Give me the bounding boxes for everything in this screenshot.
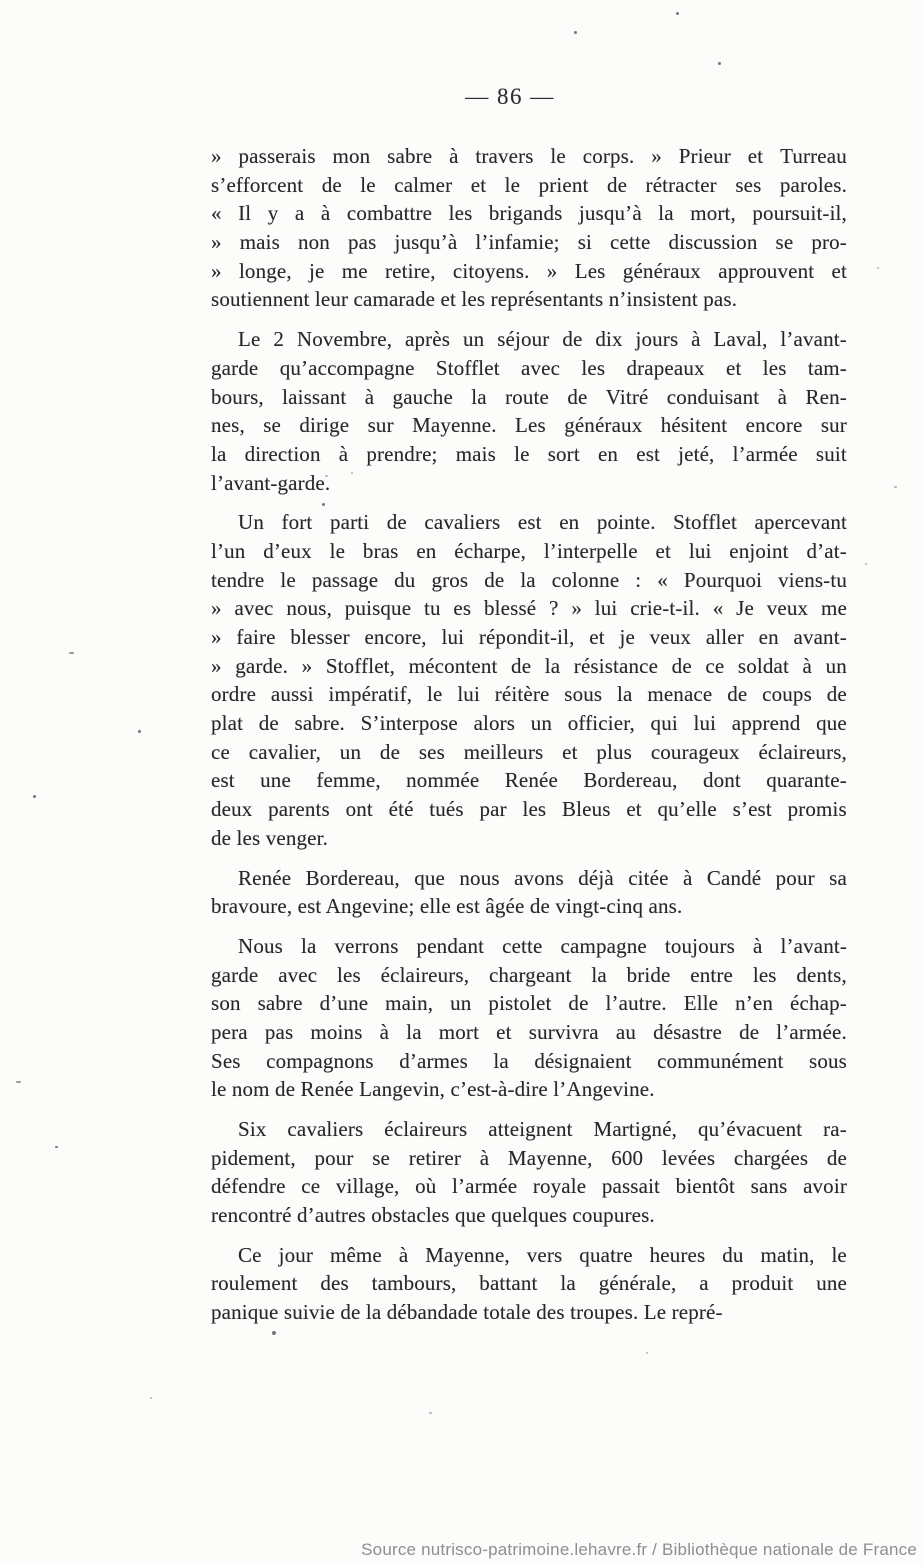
text-line: » faire blesser encore, lui répondit-il, et je veux aller en avant- <box>211 625 847 649</box>
text-line: nes, se dirige sur Mayenne. Les généraux hésitent encore sur <box>211 413 847 438</box>
text-line: Ce jour même à Mayenne, vers quatre heures du matin, le <box>238 1242 847 1267</box>
text-line: la direction à prendre; mais le sort en est jeté, l’armée suit <box>211 441 847 466</box>
text-line: son sabre d’une main, un pistolet de l’autre. Elle n’en échap- <box>211 991 847 1016</box>
source-attribution: Source nutrisco-patrimoine.lehavre.fr / Bibliothèque nationale de France <box>361 1540 917 1559</box>
text-line: » avec nous, puisque tu es blessé ? » lui crie-t-il. « Je veux me <box>211 596 847 621</box>
scan-speck <box>574 31 577 34</box>
text-line: le nom de Renée Langevin, c’est-à-dire l’Angevine. <box>211 1077 655 1102</box>
scan-speck <box>877 267 879 269</box>
paragraph <box>211 508 847 852</box>
page-text-block <box>211 142 847 1327</box>
scan-speck <box>894 486 897 488</box>
text-line: ordre aussi impératif, le lui réitère sous la menace de coups de <box>211 682 847 707</box>
paragraph <box>211 1115 847 1230</box>
text-line: pera pas moins à la mort et survivra au désastre de l’armée. <box>211 1019 847 1044</box>
scan-speck <box>646 1352 648 1354</box>
scan-speck <box>69 652 74 654</box>
text-line: » mais non pas jusqu’à l’infamie; si cette discussion se pro- <box>211 230 847 255</box>
scan-speck <box>676 12 679 15</box>
text-line: de les venger. <box>211 825 328 850</box>
text-line: « Il y a à combattre les brigands jusqu’à la mort, poursuit-il, <box>211 201 847 226</box>
text-line: deux parents ont été tués par les Bleus et qu’elle s’est promis <box>211 797 847 822</box>
text-line: est une femme, nommée Renée Bordereau, dont quarante- <box>211 768 847 793</box>
scan-speck <box>718 62 721 65</box>
scan-speck <box>429 1412 432 1414</box>
text-line: garde qu’accompagne Stofflet avec les drapeaux et les tam- <box>211 355 847 380</box>
text-line: Ses compagnons d’armes la désignaient communément sous <box>211 1048 847 1073</box>
scan-speck <box>150 1397 152 1399</box>
text-line: » longe, je me retire, citoyens. » Les généraux approuvent et <box>211 258 847 283</box>
page-number: — 86 — <box>465 84 555 109</box>
paragraph <box>211 142 847 314</box>
text-line: tendre le passage du gros de la colonne : « Pourquoi viens-tu <box>211 567 847 592</box>
text-line: défendre ce village, où l’armée royale passait bientôt sans avoir <box>211 1174 847 1199</box>
text-line: bours, laissant à gauche la route de Vitré conduisant à Ren- <box>211 384 847 409</box>
text-line: plat de sabre. S’interpose alors un officier, qui lui apprend que <box>211 711 847 736</box>
text-line: roulement des tambours, battant la générale, a produit une <box>211 1271 847 1296</box>
scan-speck <box>33 795 36 798</box>
scan-speck <box>351 472 353 474</box>
text-line: panique suivie de la débandade totale des troupes. Le repré- <box>211 1300 723 1325</box>
scan-speck <box>865 563 867 565</box>
text-line: s’efforcent de le calmer et le prient de rétracter ses paroles. <box>211 172 847 197</box>
paragraph <box>211 932 847 1104</box>
text-line: l’avant-garde. <box>211 470 331 495</box>
scan-speck <box>138 730 141 733</box>
text-line: pidement, pour se retirer à Mayenne, 600 levées chargées de <box>211 1145 847 1170</box>
paragraph <box>211 1241 847 1327</box>
text-line: Six cavaliers éclaireurs atteignent Martigné, qu’évacuent ra- <box>238 1117 847 1141</box>
text-line: » garde. » Stofflet, mécontent de la résistance de ce soldat à un <box>211 653 847 678</box>
paragraph <box>211 325 847 497</box>
paragraph <box>211 864 847 921</box>
text-line: garde avec les éclaireurs, chargeant la bride entre les dents, <box>211 962 847 987</box>
text-line: Nous la verrons pendant cette campagne toujours à l’avant- <box>238 933 847 958</box>
text-line: bravoure, est Angevine; elle est âgée de vingt-cinq ans. <box>211 894 683 919</box>
scan-speck <box>55 1146 58 1148</box>
text-line: Renée Bordereau, que nous avons déjà citée à Candé pour sa <box>238 865 847 890</box>
text-line: Le 2 Novembre, après un séjour de dix jours à Laval, l’avant- <box>238 327 847 352</box>
text-line: rencontré d’autres obstacles que quelques coupures. <box>211 1203 655 1228</box>
scan-speck <box>272 1331 276 1335</box>
scan-speck <box>16 1081 21 1083</box>
text-line: l’un d’eux le bras en écharpe, l’interpelle et lui enjoint d’at- <box>211 538 847 563</box>
text-line: soutiennent leur camarade et les représentants n’insistent pas. <box>211 287 738 312</box>
scan-speck <box>325 475 328 477</box>
scan-speck <box>322 503 325 506</box>
text-line: Un fort parti de cavaliers est en pointe. Stofflet apercevant <box>238 510 847 535</box>
text-line: » passerais mon sabre à travers le corps. » Prieur et Turreau <box>211 144 847 168</box>
text-line: ce cavalier, un de ses meilleurs et plus courageux éclaireurs, <box>211 739 847 764</box>
